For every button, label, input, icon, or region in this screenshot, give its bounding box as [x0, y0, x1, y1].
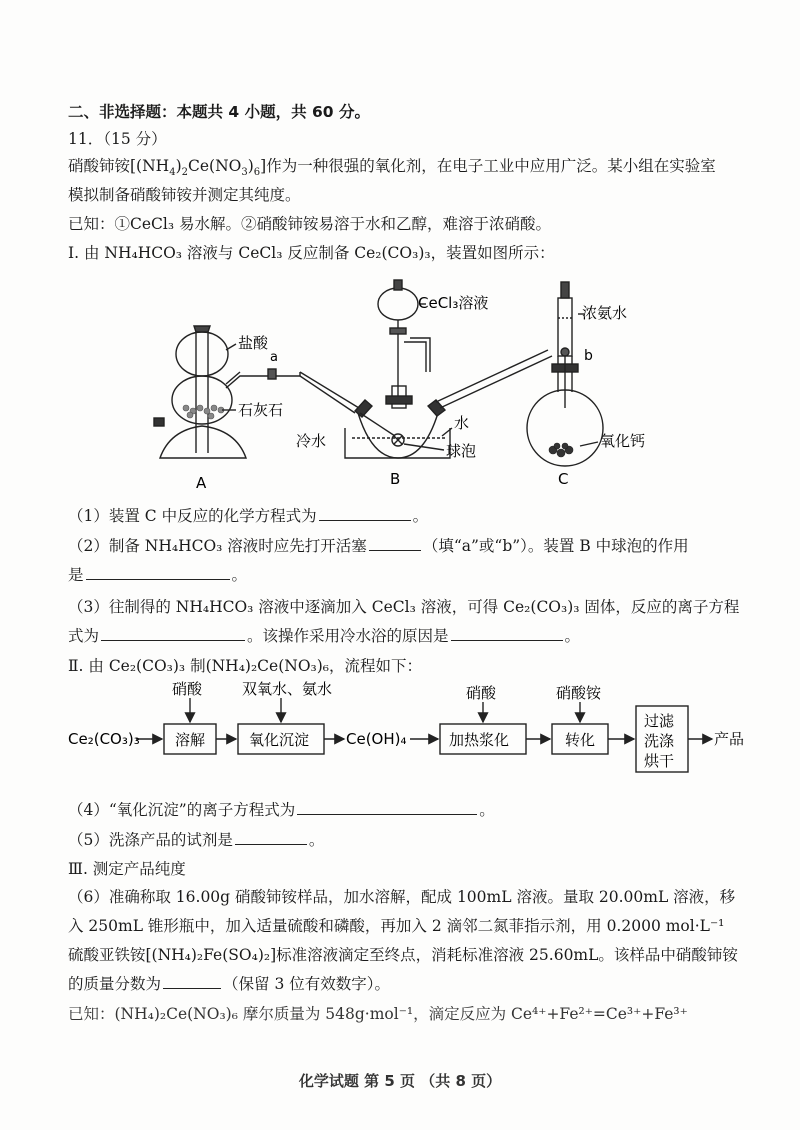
flow-step-3: 加热浆化 [449, 731, 510, 749]
kipp-base [160, 426, 246, 458]
flow-reagent-4: 硝酸铵 [556, 684, 602, 702]
caption-a: A [196, 474, 207, 492]
flow-reagent-1: 硝酸 [172, 680, 203, 698]
q5-text: （5）洗涤产品的试剂是 [68, 831, 233, 849]
question-6-line-1: （6）准确称取 16.00g 硝酸铈铵样品，加水溶解，配成 100mL 溶液。量取 20.00mL 溶液，移 [68, 888, 736, 906]
question-6-line-2: 入 250mL 锥形瓶中，加入适量硫酸和磷酸，再加入 2 滴邻二氮菲指示剂，用 0.2000 mol·L⁻¹ [68, 917, 725, 935]
question-2 [68, 534, 689, 556]
label-ammonia: 浓氨水 [582, 304, 628, 322]
intro-1b: ) [175, 157, 182, 175]
question-number: 11．（15 分） [68, 130, 167, 148]
apparatus-diagram [0, 268, 800, 498]
question-4 [68, 798, 495, 820]
q4-end: 。 [479, 801, 495, 819]
section-heading: 二、非选择题：本题共 4 小题，共 60 分。 [68, 103, 370, 121]
flow-start: Ce₂(CO₃)₃ [68, 730, 140, 748]
kipp-top-bulb [176, 332, 228, 376]
flow-step-1: 溶解 [175, 731, 206, 749]
question-6-line-4 [68, 972, 390, 994]
label-cao: 氧化钙 [600, 432, 646, 450]
intro-line-1: 硝酸铈铵$[(NH_4)_2Ce(NO_3)_6]$作为一种很强的氧化剂，在电子工业中应用广泛。某小组在实验室 [68, 157, 716, 179]
q1-answer-blank[interactable] [319, 506, 411, 521]
known-facts: 已知：①CeCl₃ 易水解。②硝酸铈铵易溶于水和乙醇，难溶于浓硝酸。 [68, 215, 551, 233]
label-valve-b: b [584, 348, 593, 364]
q5-answer-blank[interactable] [235, 830, 307, 845]
kipp-mid-bulb [172, 376, 232, 424]
label-cold-water: 冷水 [296, 432, 327, 450]
q2-answer-blank-1[interactable] [369, 536, 421, 551]
label-cecl3: CeCl₃溶液 [418, 294, 489, 312]
question-1 [68, 504, 428, 526]
flow-step-5-line-1: 过滤 [644, 712, 675, 730]
label-limestone: 石灰石 [238, 401, 284, 419]
part-3-heading: Ⅲ. 测定产品纯度 [68, 860, 186, 878]
label-valve-a: a [270, 350, 278, 365]
flow-end: 产品 [714, 730, 745, 748]
intro-1e: ]作为一种很强的氧化剂，在电子工业中应用广泛。某小组在实验室 [260, 157, 716, 175]
q3-text-b: 式为 [68, 627, 100, 645]
label-water: 水 [454, 414, 470, 432]
page-footer: 化学试题 第 5 页 （共 8 页） [298, 1072, 502, 1090]
part-2-heading: Ⅱ. 由 Ce₂(CO₃)₃ 制(NH₄)₂Ce(NO₃)₆，流程如下： [68, 657, 423, 675]
q4-text: （4）“氧化沉淀”的离子方程式为 [68, 801, 296, 819]
q6-text-b: （保留 3 位有效数字）。 [223, 975, 390, 993]
flow-reagent-2: 双氧水、氨水 [242, 680, 333, 698]
q6-text-a: 的质量分数为 [68, 975, 162, 993]
q1-text: （1）装置 C 中反应的化学方程式为 [68, 507, 317, 525]
question-3-cont [68, 624, 580, 646]
question-6-known: 已知：(NH₄)₂Ce(NO₃)₆ 摩尔质量为 548g·mol⁻¹，滴定反应为 Ce⁴⁺+Fe²⁺=Ce³⁺+Fe³⁺ [68, 1005, 688, 1023]
q5-end: 。 [308, 831, 325, 849]
flow-intermediate: Ce(OH)₄ [346, 730, 407, 748]
q2-text-a: （2）制备 NH₄HCO₃ 溶液时应先打开活塞 [68, 537, 367, 555]
label-bulb: 球泡 [446, 442, 477, 460]
flow-step-5-line-3: 烘干 [644, 752, 675, 770]
caption-b: B [390, 470, 401, 488]
question-5 [68, 828, 324, 850]
flow-step-2: 氧化沉淀 [249, 731, 310, 749]
flow-reagent-3: 硝酸 [466, 684, 497, 702]
question-2-cont [68, 563, 247, 585]
q3-answer-blank-2[interactable] [451, 626, 563, 641]
q3-answer-blank-1[interactable] [101, 626, 245, 641]
q3-text-c: 。该操作采用冷水浴的原因是 [247, 627, 449, 645]
q4-answer-blank[interactable] [297, 800, 477, 815]
caption-c: C [558, 470, 569, 488]
q6-answer-blank[interactable] [163, 974, 221, 989]
q3-end: 。 [564, 627, 581, 645]
intro-1c: Ce(NO [188, 157, 242, 175]
question-6-line-3: 硫酸亚铁铵[(NH₄)₂Fe(SO₄)₂]标准溶液滴定至终点，消耗标准溶液 25.60mL。该样品中硝酸铈铵 [68, 946, 738, 964]
q2-answer-blank-2[interactable] [86, 565, 230, 580]
q2-end: 。 [231, 566, 248, 584]
q2-text-b: （填“a”或“b”）。装置 B 中球泡的作用 [422, 537, 689, 555]
intro-1a: 硝酸铈铵[(NH [68, 157, 170, 175]
part-1-heading: Ⅰ. 由 NH₄HCO₃ 溶液与 CeCl₃ 反应制备 Ce₂(CO₃)₃，装置如图所示： [68, 244, 555, 262]
question-3: （3）往制得的 NH₄HCO₃ 溶液中逐滴加入 CeCl₃ 溶液，可得 Ce₂(CO₃)₃ 固体，反应的离子方程 [68, 598, 740, 616]
intro-1d: ) [247, 157, 254, 175]
q2-text-c: 是 [68, 566, 84, 584]
flow-step-4: 转化 [565, 731, 596, 749]
label-hcl: 盐酸 [238, 334, 269, 352]
flow-step-5-line-2: 洗涤 [644, 732, 675, 750]
process-flowchart [0, 680, 800, 790]
q1-end: 。 [412, 507, 429, 525]
intro-line-2: 模拟制备硝酸铈铵并测定其纯度。 [68, 186, 301, 204]
